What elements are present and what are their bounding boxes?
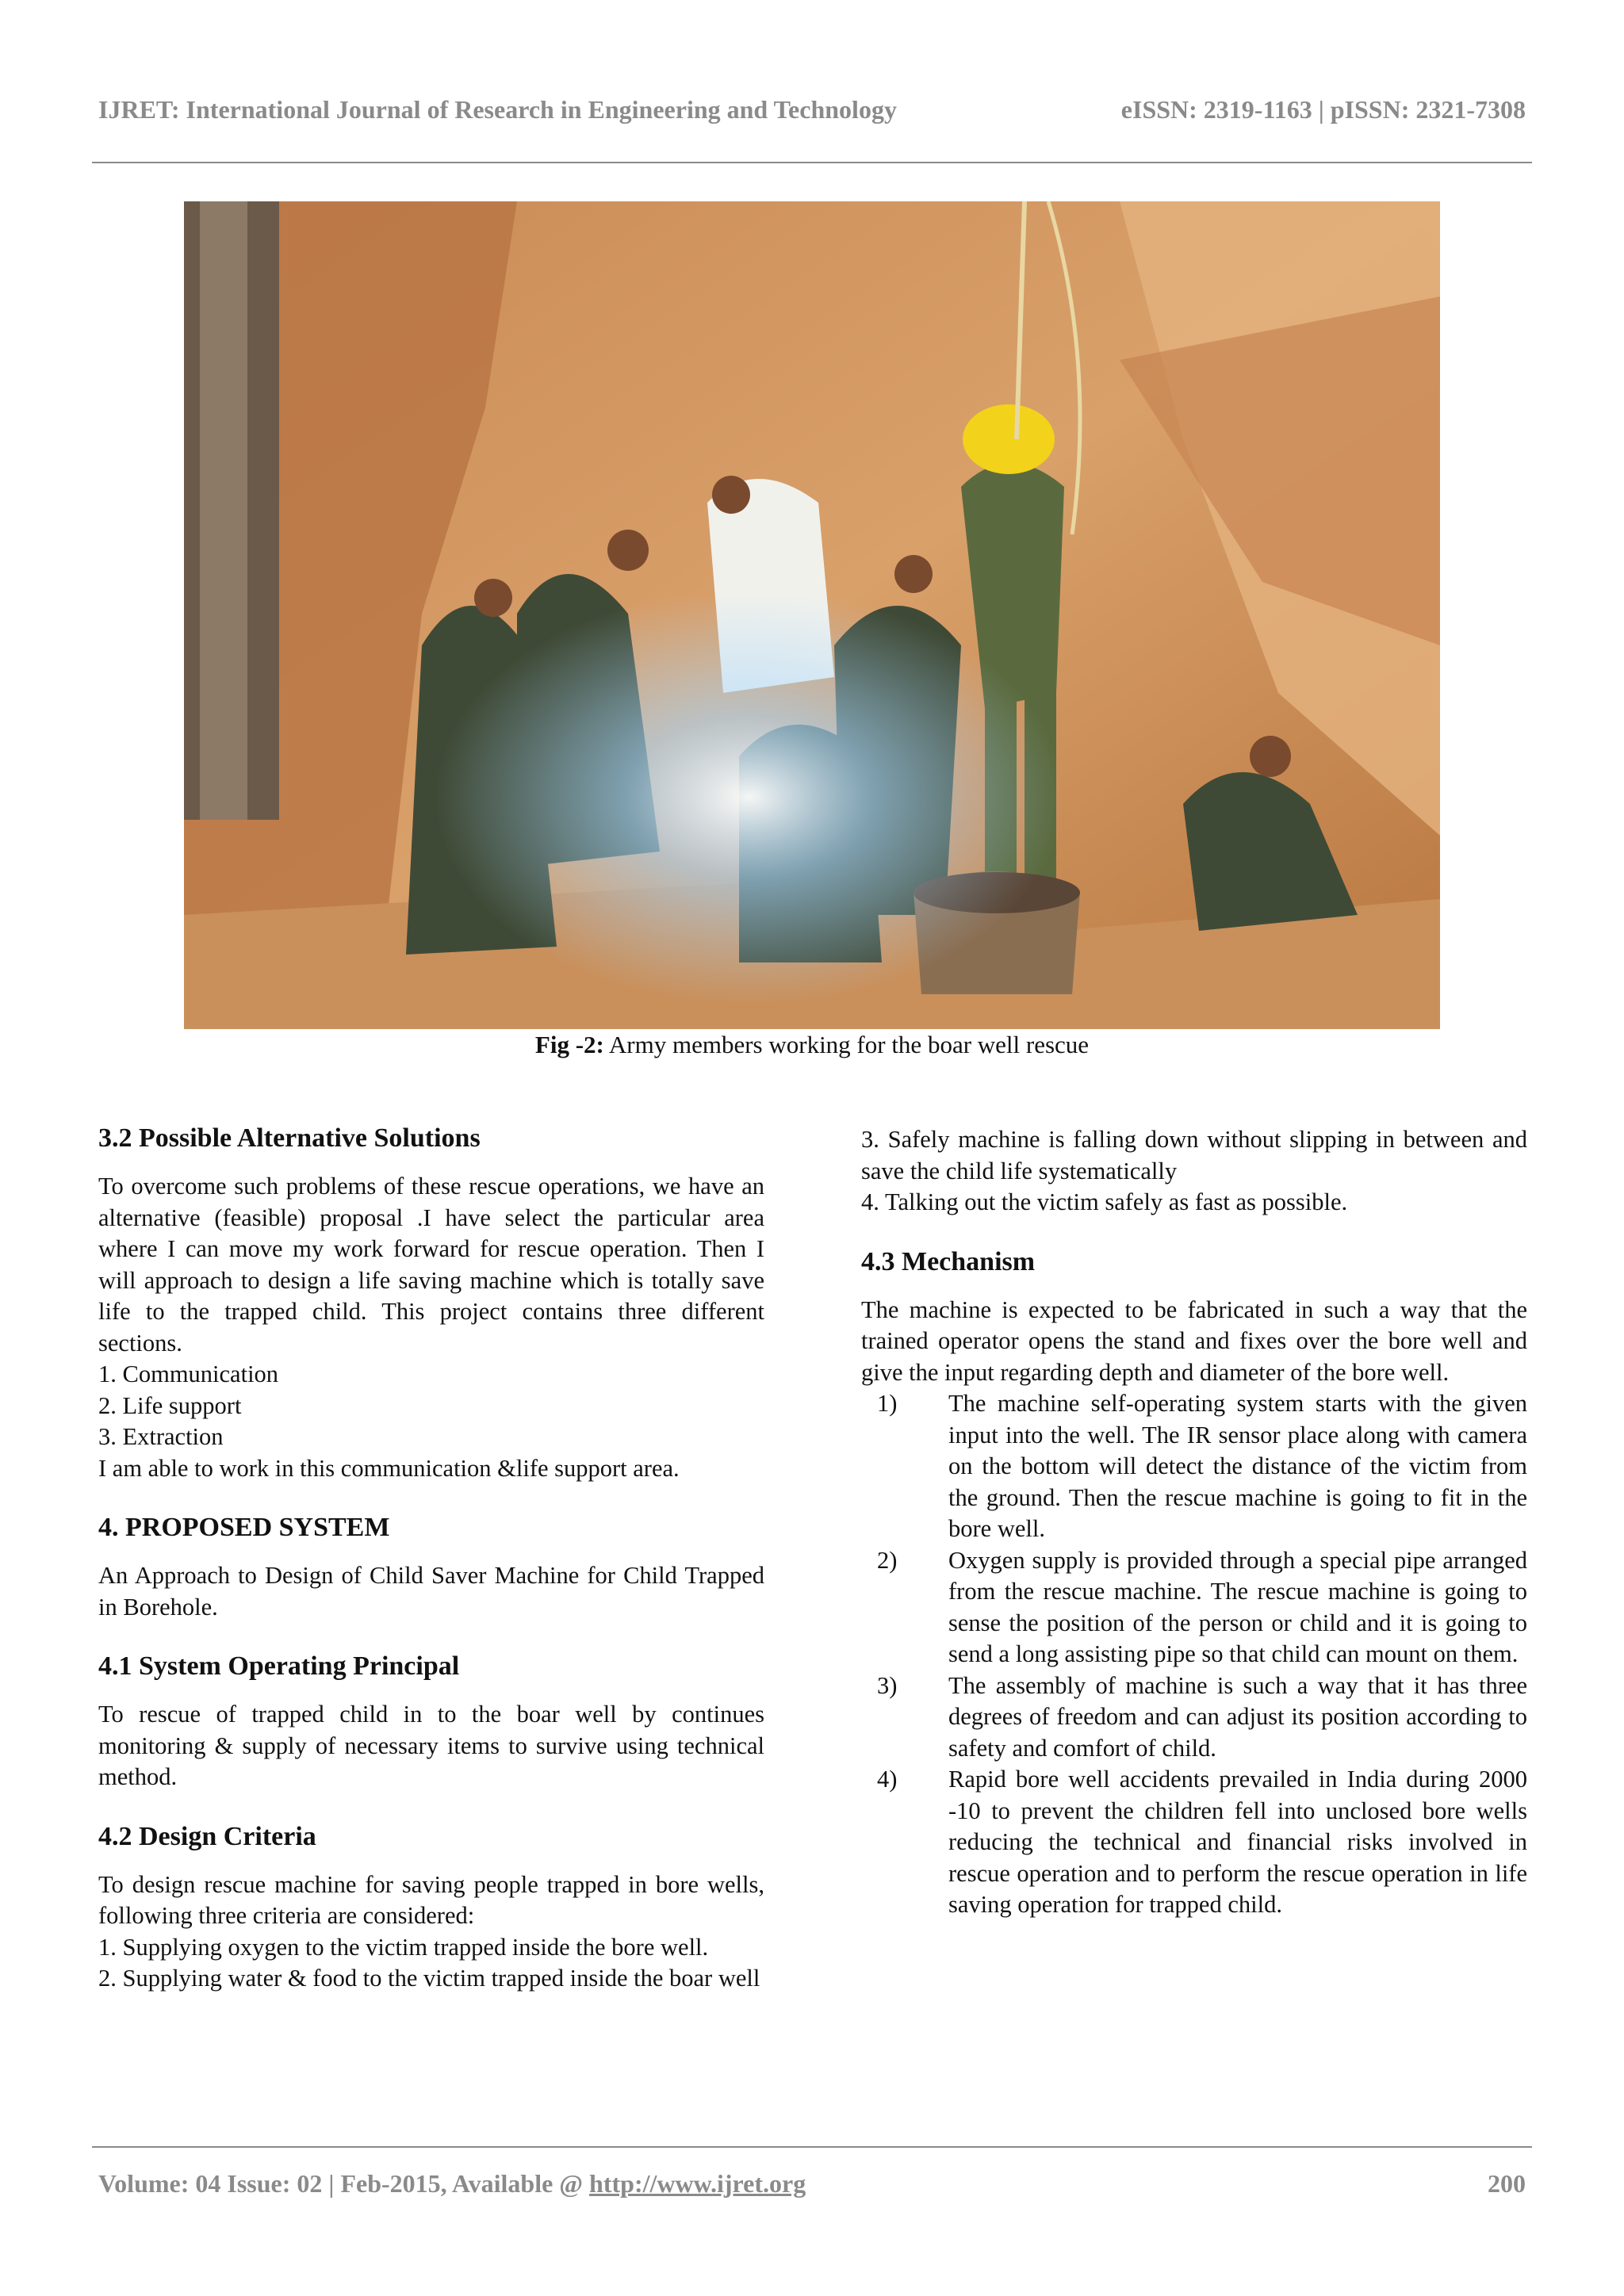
rescue-photo (184, 201, 1440, 1029)
heading-4-2: 4.2 Design Criteria (98, 1821, 316, 1851)
list-item (861, 1388, 1527, 1545)
right-column (861, 1124, 1527, 1921)
step-text: The assembly of machine is such a way that it has three degrees of freedom and can adjust its position according to safety and comfort of child. (948, 1671, 1527, 1762)
journal-title: IJRET: International Journal of Research in Engineering and Technology (98, 95, 897, 124)
para-4-2: To design rescue machine for saving people trapped in bore wells, following three criteria are considered: (98, 1870, 764, 1929)
step-text: Rapid bore well accidents prevailed in India during 2000 -10 to prevent the children fell into unclosed bore wells reducing the technical and financial risks involved in rescue operation and to perform the rescue operation in life saving operation for trapped child. (948, 1766, 1527, 1918)
step-number: 4) (877, 1766, 898, 1793)
closing-line-3-2: I am able to work in this communication &life support area. (98, 1454, 680, 1482)
para-4: An Approach to Design of Child Saver Machine for Child Trapped in Borehole. (98, 1562, 764, 1621)
volume-info (98, 2169, 806, 2198)
list-item (861, 1670, 1527, 1765)
header-rule (92, 162, 1532, 163)
running-header (98, 95, 1526, 124)
heading-3-2: 3.2 Possible Alternative Solutions (98, 1123, 481, 1153)
list-item (861, 1764, 1527, 1921)
list-item: 2. Life support (98, 1391, 242, 1419)
issn-numbers: eISSN: 2319-1163 | pISSN: 2321-7308 (1120, 95, 1526, 124)
list-item: 1. Communication (98, 1360, 279, 1387)
left-column (98, 1122, 764, 1995)
para-4-3: The machine is expected to be fabricated in such a way that the trained operator opens the stand and fixes over the bore well and give the input regarding depth and diameter of the bore well. (861, 1295, 1527, 1386)
criteria-item-4: 4. Talking out the victim safely as fast as possible. (861, 1188, 1348, 1215)
mechanism-steps (861, 1388, 1527, 1921)
para-4-1: To rescue of trapped child in to the boar well by continues monitoring & supply of necessary items to survive using technical method. (98, 1701, 764, 1790)
running-footer (98, 2169, 1526, 2198)
step-number: 1) (877, 1390, 898, 1417)
list-item (861, 1545, 1527, 1670)
footer-rule (92, 2146, 1532, 2148)
heading-4: 4. PROPOSED SYSTEM (98, 1513, 390, 1542)
figure-caption-text: Army members working for the boar well rescue (603, 1031, 1090, 1058)
figure-label: Fig -2: (534, 1031, 604, 1058)
rescue-photo-illustration (184, 201, 1440, 1029)
heading-4-3: 4.3 Mechanism (861, 1246, 1036, 1276)
page-number: 200 (1488, 2169, 1526, 2198)
criteria-item-2: 2. Supplying water & food to the victim trapped inside the boar well (98, 1965, 760, 1992)
volume-text: Volume: 04 Issue: 02 | Feb-2015, Available @ (98, 2169, 590, 2198)
step-number: 2) (877, 1546, 898, 1574)
step-number: 3) (877, 1671, 898, 1699)
figure-caption (0, 1031, 1624, 1059)
criteria-item-3: 3. Safely machine is falling down without slipping in between and save the child life systematically (861, 1126, 1527, 1184)
step-text: Oxygen supply is provided through a special pipe arranged from the rescue machine. The rescue machine is going to sense the position of the person or child and it is going to send a long assisting pipe so that child can mount on them. (948, 1546, 1527, 1667)
journal-link[interactable]: http://www.ijret.org (589, 2169, 806, 2198)
step-text: The machine self-operating system starts with the given input into the well. The IR sensor place along with camera on the bottom will detect the distance of the victim from the ground. Then the rescue machine is going to fit in the bore well. (948, 1390, 1527, 1542)
list-item: 3. Extraction (98, 1423, 224, 1450)
para-3-2: To overcome such problems of these rescue operations, we have an alternative (feasible) proposal .I have select the particular area where I can move my work forward for rescue operation. Then I will approach to design a life saving machine which is totally save life to the trapped child. This project contains three different sections. (98, 1173, 764, 1357)
criteria-item-1: 1. Supplying oxygen to the victim trapped inside the bore well. (98, 1933, 709, 1961)
heading-4-1: 4.1 System Operating Principal (98, 1651, 460, 1681)
